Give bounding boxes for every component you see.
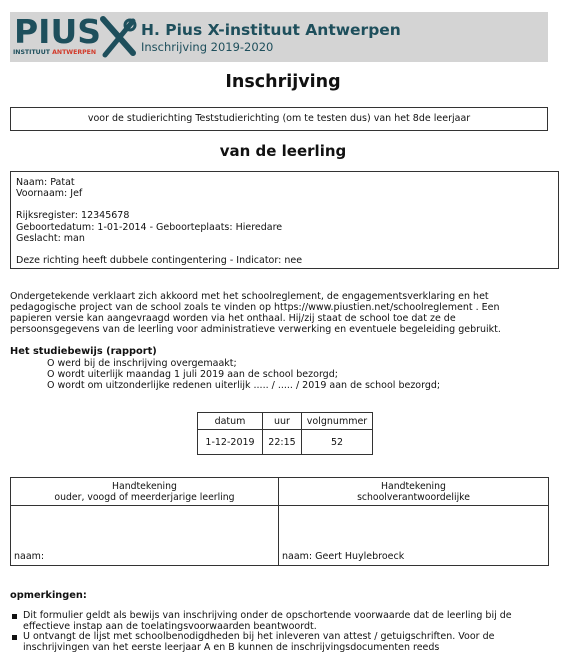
opmerking-line: U ontvangt de lijst met schoolbenodigdheden bij het inleveren van attest / getuigschriften. Voor de xyxy=(23,631,495,643)
verklaring-line: papieren versie kan aangevraagd worden via het onthaal. Hij/zij staat de school toe dat ze de xyxy=(10,313,456,325)
rapport-heading: Het studiebewijs (rapport) xyxy=(10,346,157,357)
verklaring-line: Ondergetekende verklaart zich akkoord met het schoolreglement, de engagementsverklaring en het xyxy=(10,291,489,302)
signature-school-header xyxy=(279,478,548,506)
verklaring-line: pedagogische project van de school zoals te vinden op https://www.piustien.net/schoolreglement . Een xyxy=(10,302,500,314)
school-name: H. Pius X-instituut Antwerpen xyxy=(141,21,401,39)
registration-stamp-table xyxy=(197,412,373,455)
logo-subtitle: INSTITUUT ANTWERPEN xyxy=(13,49,97,56)
signature-header-line: Handtekening xyxy=(112,481,177,492)
rapport-option: O wordt om uitzonderlijke redenen uiterlijk ..... / ..... / 2019 aan de school bezorgd; xyxy=(47,380,441,392)
signature-header-line: Handtekening xyxy=(381,481,446,492)
leerling-info-box xyxy=(10,171,559,269)
bullet-icon xyxy=(12,635,17,640)
leerling-geboorte: Geboortedatum: 1-01-2014 - Geboorteplaats: Hieredare xyxy=(16,221,283,233)
signature-header-line: ouder, voogd of meerderjarige leerling xyxy=(54,491,235,503)
studierichting-box: voor de studierichting Teststudierichting (om te testen dus) van het 8de leerjaar xyxy=(10,107,548,131)
signature-header-line: schoolverantwoordelijke xyxy=(357,491,470,503)
bullet-icon xyxy=(12,614,17,619)
leerling-geslacht: Geslacht: man xyxy=(16,232,85,244)
school-logo xyxy=(10,12,138,62)
leerling-naam: Naam: Patat xyxy=(16,177,75,188)
signature-parent xyxy=(11,478,279,565)
stamp-value-uur: 22:15 xyxy=(263,430,302,455)
stamp-header-uur: uur xyxy=(263,413,302,430)
stamp-value-volgnummer: 52 xyxy=(302,430,373,455)
stamp-header-volgnummer: volgnummer xyxy=(302,413,373,430)
stamp-value-datum: 1-12-2019 xyxy=(198,430,263,455)
opmerking-line: effectieve instap aan de toelatingsvoorwaarden beantwoordt. xyxy=(23,620,317,632)
signature-school-name: naam: Geert Huylebroeck xyxy=(282,551,405,562)
opmerkingen-heading: opmerkingen: xyxy=(10,590,87,601)
logo-text: PIUS xyxy=(14,12,102,51)
header-banner xyxy=(10,12,548,62)
school-year: Inschrijving 2019-2020 xyxy=(141,40,274,54)
page-title: Inschrijving xyxy=(225,72,341,92)
list-item xyxy=(12,632,552,653)
opmerkingen-list xyxy=(12,611,552,653)
rapport-option: O wordt uiterlijk maandag 1 juli 2019 aan de school bezorgd; xyxy=(47,369,338,381)
logo-x-mark-icon xyxy=(99,15,139,59)
leerling-rijksregister: Rijksregister: 12345678 xyxy=(16,210,130,222)
signature-parent-name: naam: xyxy=(14,551,45,562)
list-item xyxy=(12,611,552,632)
verklaring-line: persoonsgegevens van de leerling voor administratieve verwerking en eventuele begeleiding gebruikt. xyxy=(10,324,501,336)
leerling-contingentering: Deze richting heeft dubbele contingentering - Indicator: nee xyxy=(16,255,303,267)
rapport-option: O werd bij de inschrijving overgemaakt; xyxy=(47,358,237,369)
rapport-options xyxy=(47,358,440,392)
leerling-title: van de leerling xyxy=(219,142,347,160)
stamp-header-datum: datum xyxy=(198,413,263,430)
signature-table xyxy=(10,477,549,566)
signature-school xyxy=(279,478,548,565)
verklaring-paragraph xyxy=(10,291,556,335)
opmerking-line: Dit formulier geldt als bewijs van inschrijving onder de opschortende voorwaarde dat de leerling bij de xyxy=(23,610,512,621)
signature-parent-header xyxy=(11,478,278,506)
opmerking-line: inschrijvingen van het eerste leerjaar A en B kunnen de inschrijvingsdocumenten reeds xyxy=(23,641,440,653)
leerling-voornaam: Voornaam: Jef xyxy=(16,188,83,200)
